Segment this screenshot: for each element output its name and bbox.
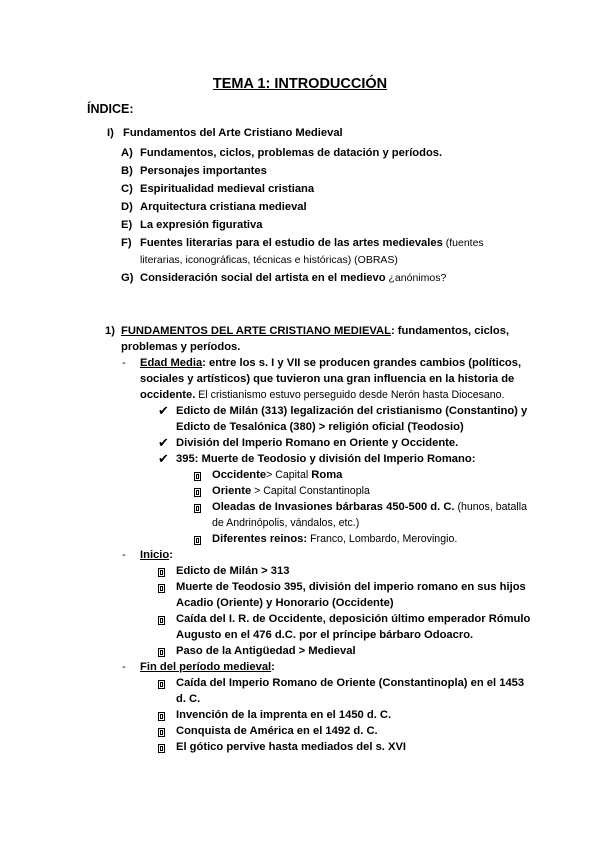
index-letter: F) <box>121 237 132 249</box>
square-bullet-icon <box>158 583 165 595</box>
index-section-title: Fundamentos del Arte Cristiano Medieval <box>123 127 343 139</box>
section-heading-line2: problemas y períodos. <box>121 341 241 353</box>
oleadas-line2: de Andrinópolis, vándalos, etc.) <box>212 517 360 529</box>
inicio-item: Paso de la Antigüedad > Medieval <box>176 645 356 657</box>
square-bullet-icon <box>194 535 201 547</box>
checkmark-icon: ✔ <box>158 403 169 418</box>
section-heading <box>121 325 509 337</box>
check-item-line1: 395: Muerte de Teodosio y división del Imperio Romano: <box>176 453 476 465</box>
edad-media-occidente: occidente. <box>140 389 196 401</box>
square-bullet-icon <box>158 711 165 723</box>
fin-item: Invención de la imprenta en el 1450 d. C. <box>176 709 392 721</box>
index-item-extra: ¿anónimos? <box>385 272 447 284</box>
dash-bullet: - <box>122 549 126 561</box>
index-item-text: Espiritualidad medieval cristiana <box>140 183 315 195</box>
oleadas-label: Oleadas de Invasiones bárbaras 450-500 d. C. <box>212 501 455 513</box>
inicio-label: Inicio <box>140 549 170 561</box>
check-item-line2: Edicto de Tesalónica (380) > religión oficial (Teodosio) <box>176 421 464 433</box>
square-bullet-icon <box>194 471 201 483</box>
fin-item: El gótico pervive hasta mediados del s. XVI <box>176 741 407 753</box>
fin-label: Fin del período medieval <box>140 661 272 673</box>
edad-media-line3 <box>140 389 505 401</box>
fin-heading <box>140 661 275 673</box>
index-letter: E) <box>121 219 133 231</box>
inicio-heading <box>140 549 173 561</box>
edad-media-text: : entre los s. I y VII se producen grandes cambios (políticos, <box>202 357 522 369</box>
check-item-line1: Edicto de Milán (313) legalización del cristianismo (Constantino) y <box>176 405 528 417</box>
checkmark-icon: ✔ <box>158 451 169 466</box>
square-bullet-icon <box>158 647 165 659</box>
square-bullet-icon <box>158 679 165 691</box>
square-bullet-icon <box>158 743 165 755</box>
edad-media-line2: sociales y artísticos) que tuvieron una gran influencia en la historia de <box>140 373 515 385</box>
inicio-item: Edicto de Milán > 313 <box>176 565 290 577</box>
inicio-item-line2: Acadio (Oriente) y Honorario (Occidente) <box>176 597 394 609</box>
edad-media-line1 <box>140 357 521 369</box>
index-item-text: Arquitectura cristiana medieval <box>140 201 307 213</box>
fin-item-line2: d. C. <box>176 693 201 705</box>
section-heading-underlined: FUNDAMENTOS DEL ARTE CRISTIANO MEDIEVAL <box>121 325 391 337</box>
sub-reinos <box>212 533 457 545</box>
index-item-text: Personajes importantes <box>140 165 267 177</box>
index-item-extra: (fuentes <box>442 237 484 249</box>
edad-media-label: Edad Media <box>140 357 203 369</box>
fin-item: Conquista de América en el 1492 d. C. <box>176 725 378 737</box>
square-bullet-icon <box>194 487 201 499</box>
section-heading-rest: : fundamentos, ciclos, <box>390 325 510 337</box>
index-letter: D) <box>121 201 133 213</box>
index-item-text: Fuentes literarias para el estudio de las artes medievales <box>140 237 443 249</box>
index-heading: ÍNDICE: <box>87 102 134 116</box>
fin-item: Caída del Imperio Romano de Oriente (Constantinopla) en el 1453 <box>176 677 525 689</box>
dash-bullet: - <box>122 661 126 673</box>
oleadas-extra: (hunos, batalla <box>454 501 527 513</box>
index-letter: G) <box>121 272 134 284</box>
index-item-g <box>140 272 446 284</box>
sub-occidente <box>212 469 342 481</box>
index-item-extra-line2: literarias, iconográficas, técnicas e históricas) (OBRAS) <box>140 254 398 266</box>
occidente-roma: Roma <box>308 469 343 481</box>
section-number: 1) <box>105 325 115 337</box>
inicio-colon: : <box>169 549 173 561</box>
reinos-label: Diferentes reinos: <box>212 533 308 545</box>
fin-colon: : <box>271 661 275 673</box>
occidente-label: Occidente <box>212 469 267 481</box>
checkmark-icon: ✔ <box>158 435 169 450</box>
index-item-text: Consideración social del artista en el medievo <box>140 272 386 284</box>
oriente-capital: > Capital Constantinopla <box>251 485 370 497</box>
square-bullet-icon <box>194 503 201 515</box>
sub-oriente <box>212 485 370 497</box>
page-title: TEMA 1: INTRODUCCIÓN <box>212 76 388 92</box>
occidente-capital: > Capital <box>266 469 309 481</box>
index-section-number: I) <box>107 127 114 139</box>
index-item-f <box>140 237 516 249</box>
index-item-text: Fundamentos, ciclos, problemas de datación y períodos. <box>140 147 443 159</box>
square-bullet-icon <box>158 727 165 739</box>
index-letter: C) <box>121 183 133 195</box>
edad-media-persecution: El cristianismo estuvo perseguido desde Nerón hasta Diocesano. <box>195 389 505 401</box>
index-letter: A) <box>121 147 133 159</box>
reinos-list: Franco, Lombardo, Merovingio. <box>307 533 458 545</box>
inicio-item: Muerte de Teodosio 395, división del imperio romano en sus hijos <box>176 581 526 593</box>
index-letter: B) <box>121 165 133 177</box>
sub-oleadas <box>212 501 527 513</box>
check-item-line1: División del Imperio Romano en Oriente y Occidente. <box>176 437 459 449</box>
index-item-text: La expresión figurativa <box>140 219 263 231</box>
dash-bullet: - <box>122 357 126 369</box>
inicio-item-line2: Augusto en el 476 d.C. por el príncipe bárbaro Odoacro. <box>176 629 474 641</box>
inicio-item: Caída del I. R. de Occidente, deposición último emperador Rómulo <box>176 613 531 625</box>
oriente-label: Oriente <box>212 485 252 497</box>
square-bullet-icon <box>158 615 165 627</box>
square-bullet-icon <box>158 567 165 579</box>
